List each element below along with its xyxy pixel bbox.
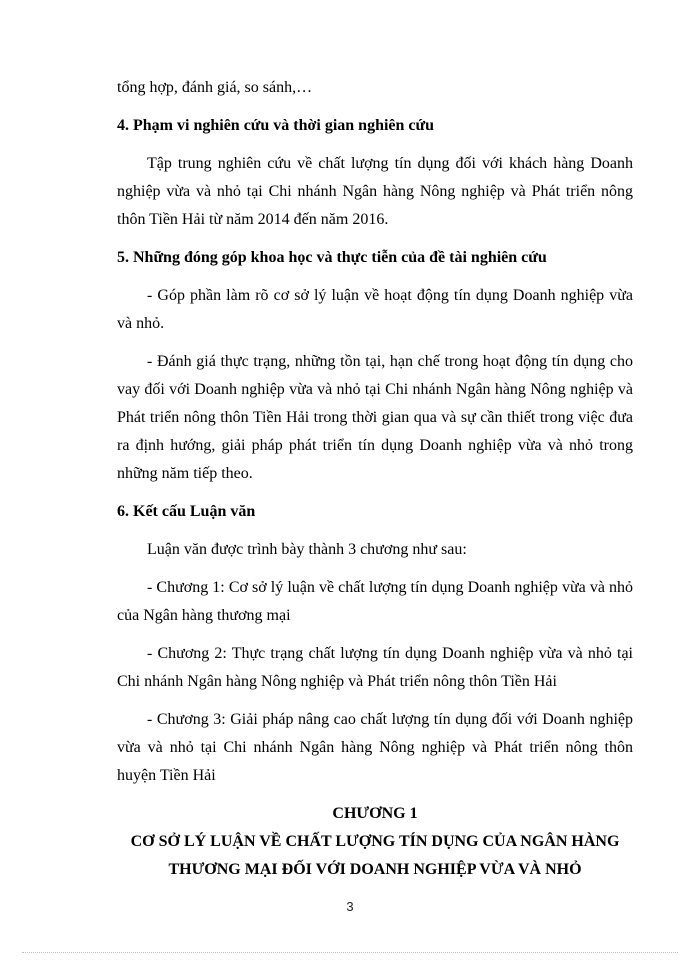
paragraph-chapter-1-summary: - Chương 1: Cơ sở lý luận về chất lượng tín dụng Doanh nghiệp vừa và nhỏ của Ngân hàng thương mại xyxy=(117,579,633,624)
page-number: 3 xyxy=(346,899,354,914)
document-page xyxy=(117,74,633,884)
section-heading-4: 4. Phạm vi nghiên cứu và thời gian nghiên cứu xyxy=(117,117,435,134)
paragraph-continuation: tổng hợp, đánh giá, so sánh,… xyxy=(117,79,313,96)
chapter-label: CHƯƠNG 1 xyxy=(332,805,418,822)
paragraph-contribution-1: - Góp phần làm rõ cơ sở lý luận về hoạt động tín dụng Doanh nghiệp vừa và nhỏ. xyxy=(117,287,633,332)
section-heading-6: 6. Kết cấu Luận văn xyxy=(117,503,256,520)
section-heading-5: 5. Những đóng góp khoa học và thực tiễn của đề tài nghiên cứu xyxy=(117,249,547,266)
paragraph-contribution-2: - Đánh giá thực trạng, những tồn tại, hạn chế trong hoạt động tín dụng cho vay đối với Doanh nghiệp vừa và nhỏ tại Chi nhánh Ngân hàng Nông nghiệp và Phát triển nông thôn Tiền Hải trong thời gian qua và sự cần thiết trong việc đưa ra định hướng, giải pháp phát triển tín dụng Doanh nghiệp vừa và nhỏ trong những năm tiếp theo. xyxy=(117,353,633,482)
page-bottom-divider xyxy=(22,952,678,953)
paragraph-chapter-2-summary: - Chương 2: Thực trạng chất lượng tín dụng Doanh nghiệp vừa và nhỏ tại Chi nhánh Ngân hàng Nông nghiệp và Phát triển nông thôn Tiền Hải xyxy=(117,645,633,690)
chapter-title-line-2: THƯƠNG MẠI ĐỐI VỚI DOANH NGHIỆP VỪA VÀ NHỎ xyxy=(168,861,582,878)
paragraph-scope: Tập trung nghiên cứu về chất lượng tín dụng đối với khách hàng Doanh nghiệp vừa và nhỏ tại Chi nhánh Ngân hàng Nông nghiệp và Phát triển nông thôn Tiền Hải từ năm 2014 đến năm 2016. xyxy=(117,155,633,228)
paragraph-chapter-3-summary: - Chương 3: Giải pháp nâng cao chất lượng tín dụng đối với Doanh nghiệp vừa và nhỏ tại Chi nhánh Ngân hàng Nông nghiệp và Phát triển nông thôn huyện Tiền Hải xyxy=(117,711,633,784)
chapter-title-line-1: CƠ SỞ LÝ LUẬN VỀ CHẤT LƯỢNG TÍN DỤNG CỦA NGÂN HÀNG xyxy=(130,833,620,850)
paragraph-structure-intro: Luận văn được trình bày thành 3 chương như sau: xyxy=(147,541,467,558)
